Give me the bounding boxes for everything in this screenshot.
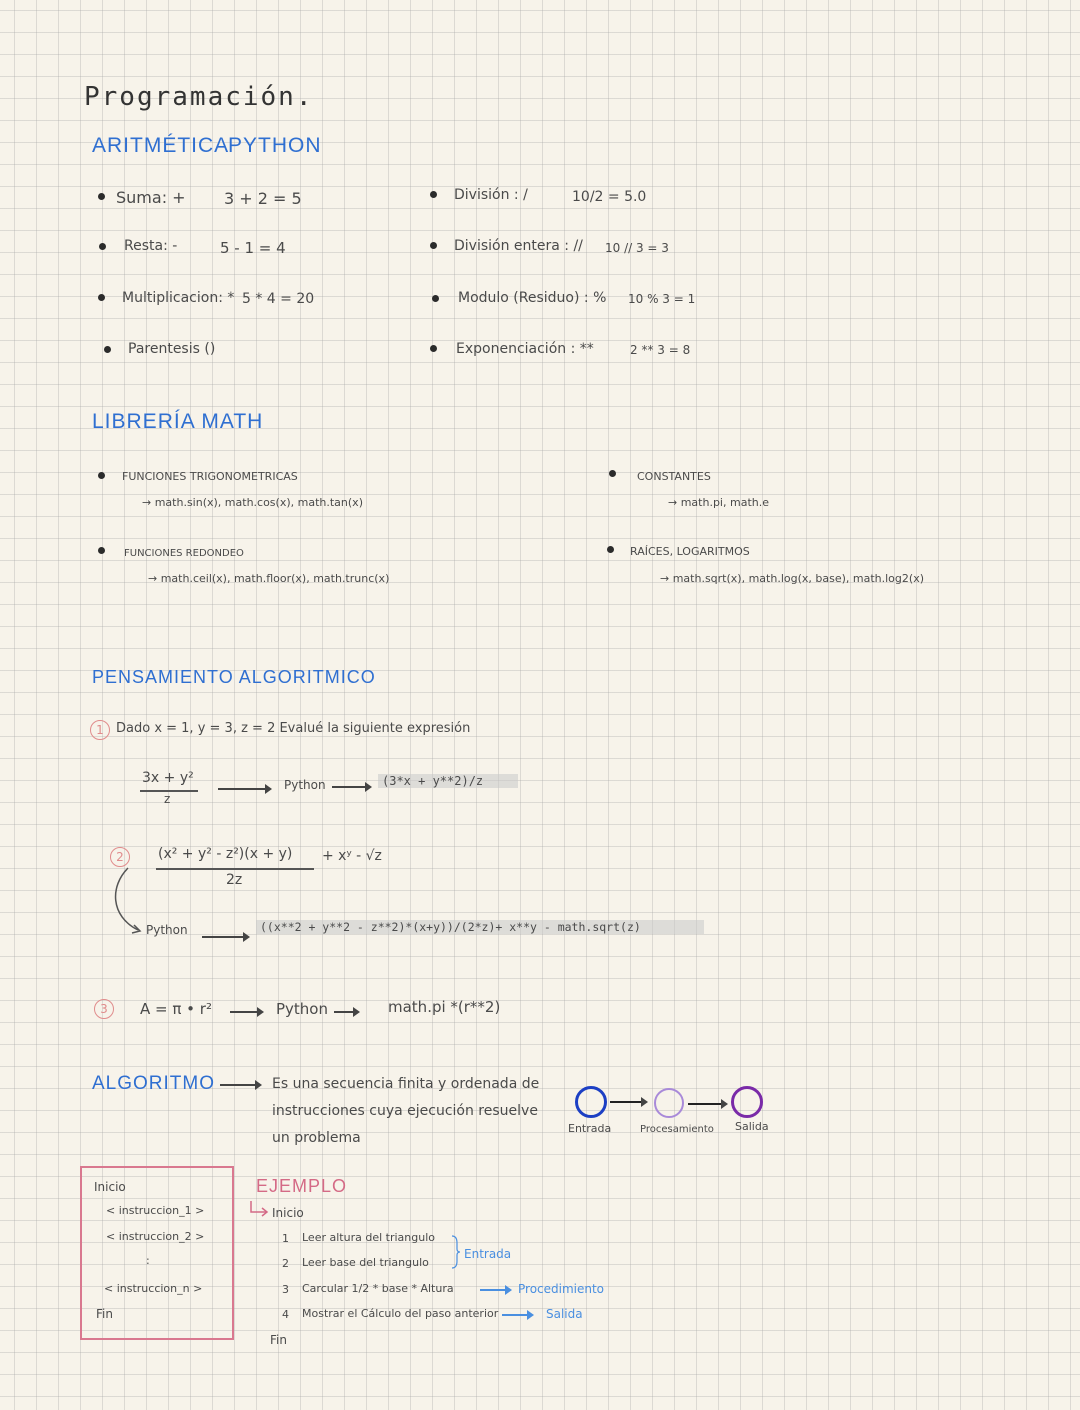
exercise-number: 1 xyxy=(90,720,110,740)
arith-heading-a: ARITMÉTICA xyxy=(92,134,230,157)
bullet xyxy=(98,294,105,301)
ex2-tail: + xʸ - √z xyxy=(322,848,382,864)
step-text: Carcular 1/2 * base * Altura xyxy=(302,1282,454,1295)
exercise-number: 3 xyxy=(94,999,114,1019)
flow-node-label: Procesamiento xyxy=(640,1124,714,1135)
flow-node-circle xyxy=(731,1086,763,1118)
pseudo-start: Inicio xyxy=(94,1180,126,1194)
arith-heading-b: PYTHON xyxy=(228,134,322,157)
algoritmo-definition-line: instrucciones cuya ejecución resuelve xyxy=(272,1103,538,1119)
page-title: Programación. xyxy=(84,82,314,112)
bullet xyxy=(432,295,439,302)
math-group-content: → math.ceil(x), math.floor(x), math.trunc(x) xyxy=(148,572,390,585)
step-text: Leer altura del triangulo xyxy=(302,1231,435,1244)
math-group-content: → math.sin(x), math.cos(x), math.tan(x) xyxy=(142,496,363,509)
tag-entrada: Entrada xyxy=(464,1247,512,1261)
exercise-number: 2 xyxy=(110,847,130,867)
arith-example: 10 % 3 = 1 xyxy=(628,292,696,306)
ejemplo-heading: EJEMPLO xyxy=(256,1176,348,1196)
python-label: Python xyxy=(276,1000,328,1018)
bullet xyxy=(98,193,105,200)
flow-node-circle xyxy=(654,1088,684,1118)
pseudo-line: < instruccion_2 > xyxy=(106,1230,205,1243)
algo-thinking-heading: PENSAMIENTO ALGORITMICO xyxy=(92,667,376,687)
algoritmo-definition-line: Es una secuencia finita y ordenada de xyxy=(272,1076,540,1092)
arith-example: 10/2 = 5.0 xyxy=(572,189,647,205)
arith-label: Resta: - xyxy=(124,238,178,254)
step-text: Mostrar el Cálculo del paso anterior xyxy=(302,1307,499,1320)
arith-label: Parentesis () xyxy=(128,341,216,357)
bullet xyxy=(104,346,111,353)
arrow xyxy=(334,1011,358,1013)
bullet xyxy=(430,345,437,352)
arrow xyxy=(202,936,248,938)
bullet xyxy=(607,546,614,553)
arith-label: Exponenciación : ** xyxy=(456,341,594,357)
python-label: Python xyxy=(146,923,188,937)
algoritmo-definition-line: un problema xyxy=(272,1130,361,1146)
ex2-python-expr: ((x**2 + y**2 - z**2)*(x+y))/(2*z)+ x**y - math.sqrt(z) xyxy=(256,920,704,934)
flow-node-circle xyxy=(575,1086,607,1118)
ex3-formula: A = π • r² xyxy=(140,1000,212,1018)
math-group-content: → math.pi, math.e xyxy=(668,496,769,509)
arrow xyxy=(480,1289,510,1291)
arith-label: División : / xyxy=(454,187,528,203)
flow-node-label: Entrada xyxy=(568,1122,612,1135)
step-number: 3 xyxy=(282,1283,289,1296)
bullet xyxy=(99,243,106,250)
curved-arrow xyxy=(110,866,150,936)
pseudo-line: : xyxy=(146,1254,150,1267)
ex1-denominator: z xyxy=(164,792,171,806)
flow-node-label: Salida xyxy=(735,1120,769,1133)
flow-arrow xyxy=(688,1103,726,1105)
bullet xyxy=(98,547,105,554)
math-group-label: FUNCIONES REDONDEO xyxy=(124,548,244,559)
ejemplo-start: Inicio xyxy=(272,1206,304,1220)
fraction-bar xyxy=(156,868,314,870)
step-number: 4 xyxy=(282,1308,289,1321)
ex1-statement: Dado x = 1, y = 3, z = 2 Evalué la siguiente expresión xyxy=(116,721,471,736)
bullet xyxy=(430,242,437,249)
arrow xyxy=(230,1011,262,1013)
pseudo-end: Fin xyxy=(96,1307,113,1321)
step-number: 2 xyxy=(282,1257,289,1270)
flow-arrow xyxy=(610,1101,646,1103)
arrow xyxy=(218,788,270,790)
ex3-python-expr: math.pi *(r**2) xyxy=(388,998,501,1016)
math-group-label: FUNCIONES TRIGONOMETRICAS xyxy=(122,470,298,483)
arith-label: Suma: + xyxy=(116,188,186,207)
algoritmo-heading: ALGORITMO xyxy=(92,1073,216,1094)
arith-example: 5 - 1 = 4 xyxy=(220,239,286,257)
step-text: Leer base del triangulo xyxy=(302,1256,429,1269)
brace-icon xyxy=(450,1234,462,1270)
tag-salida: Salida xyxy=(546,1307,583,1321)
arith-example: 5 * 4 = 20 xyxy=(242,291,315,307)
arrow xyxy=(332,786,370,788)
bullet xyxy=(430,191,437,198)
arrow xyxy=(502,1314,532,1316)
arith-label: Multiplicacion: * xyxy=(122,290,235,306)
arith-example: 3 + 2 = 5 xyxy=(224,189,302,208)
ex1-numerator: 3x + y² xyxy=(142,770,194,786)
math-group-label: RAÍCES, LOGARITMOS xyxy=(630,545,750,558)
math-group-content: → math.sqrt(x), math.log(x, base), math.log2(x) xyxy=(660,572,924,585)
pseudo-line: < instruccion_n > xyxy=(104,1282,203,1295)
arith-label: Modulo (Residuo) : % xyxy=(458,290,607,306)
arith-example: 2 ** 3 = 8 xyxy=(630,343,691,357)
ejemplo-arrow xyxy=(248,1200,270,1218)
math-group-label: CONSTANTES xyxy=(637,470,711,483)
ex1-python-expr: (3*x + y**2)/z xyxy=(378,774,518,788)
arith-label: División entera : // xyxy=(454,238,583,254)
ex2-numerator: (x² + y² - z²)(x + y) xyxy=(158,846,293,862)
ex2-denominator: 2z xyxy=(226,872,243,888)
ejemplo-end: Fin xyxy=(270,1333,287,1347)
arith-example: 10 // 3 = 3 xyxy=(605,241,669,255)
bullet xyxy=(98,472,105,479)
arrow xyxy=(220,1084,260,1086)
math-lib-heading: LIBRERÍA MATH xyxy=(92,410,264,433)
pseudo-line: < instruccion_1 > xyxy=(106,1204,205,1217)
tag-procedimiento: Procedimiento xyxy=(518,1282,605,1296)
step-number: 1 xyxy=(282,1232,289,1245)
bullet xyxy=(609,470,616,477)
python-label: Python xyxy=(284,778,326,792)
